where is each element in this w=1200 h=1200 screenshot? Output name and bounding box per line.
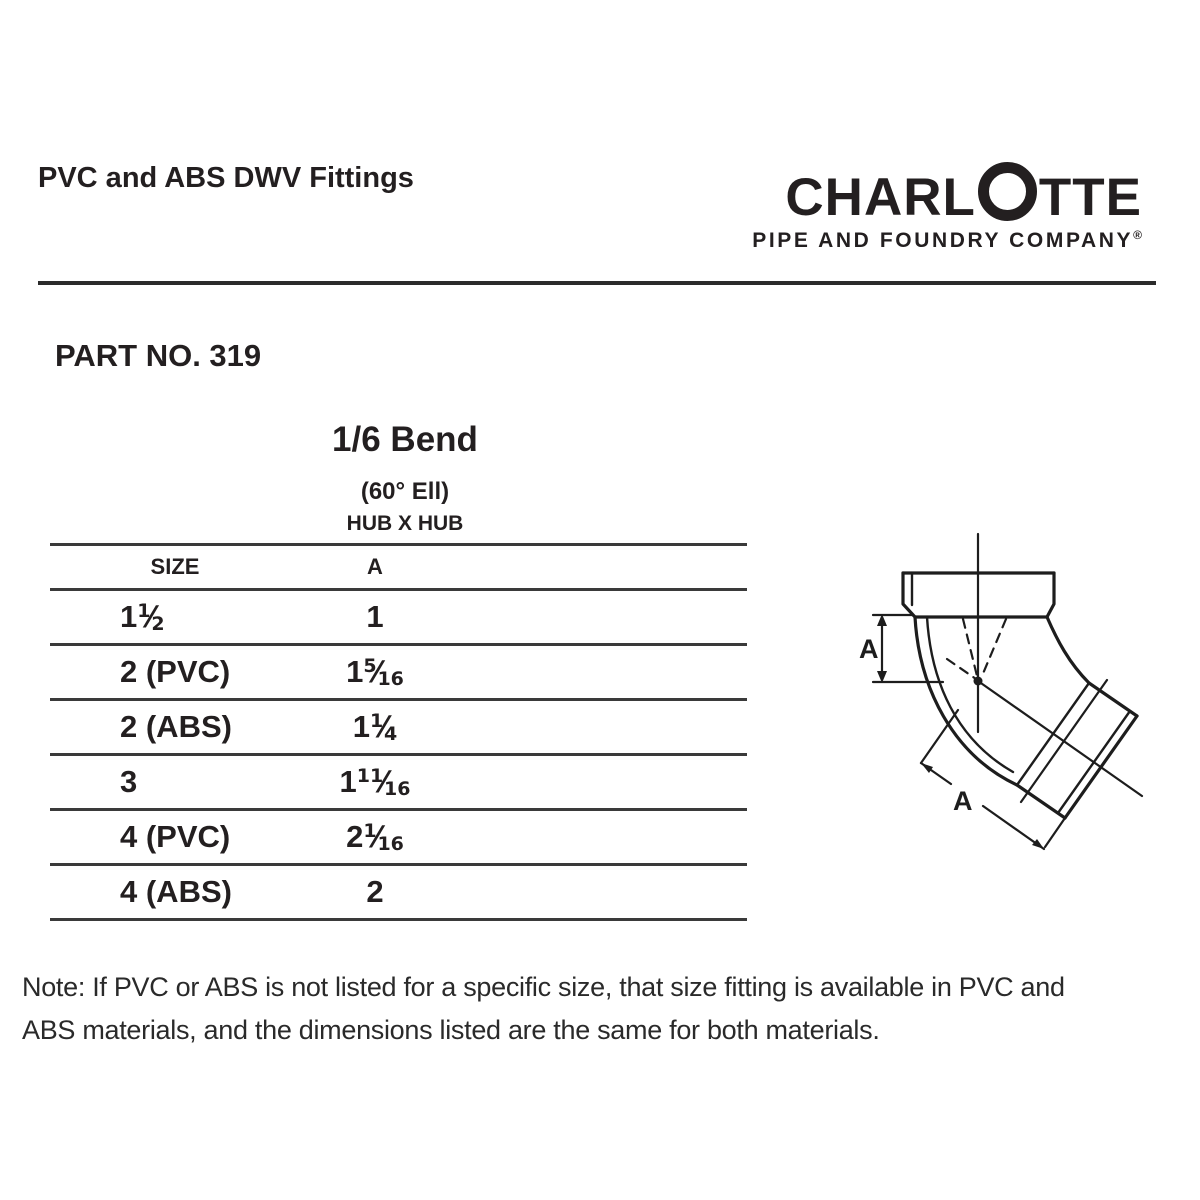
hub-cross-centerline <box>1021 680 1107 802</box>
table-row <box>50 591 747 646</box>
table-header-row <box>50 546 747 591</box>
fitting-drawing <box>855 518 1165 858</box>
center-point <box>974 677 983 686</box>
hub-left-edge <box>903 573 915 617</box>
hub-right-edge <box>1047 573 1054 617</box>
size-cell: 3 <box>120 764 138 799</box>
logo-text-prefix: CHARL <box>785 168 976 227</box>
size-cell: 2 (ABS) <box>120 709 232 744</box>
company-logo <box>682 160 1142 253</box>
a-dimension-cell: $2^1⁄_{16}$ <box>346 819 404 855</box>
a-column-header: A <box>367 554 383 579</box>
dimension-label-a-side: A <box>859 634 879 664</box>
a-dimension-cell: 2 <box>366 874 384 909</box>
logo-text-suffix: TTE <box>1038 168 1142 227</box>
size-cell: $1^1⁄_2$ <box>120 599 165 635</box>
body-right-curve <box>1047 617 1089 683</box>
table-row <box>50 811 747 866</box>
a-dimension-cell: 1 <box>366 599 384 634</box>
logo-letter-o-icon <box>978 162 1037 221</box>
logo-wordmark <box>682 160 1142 227</box>
size-cell: 4 (PVC) <box>120 819 231 854</box>
logo-tagline: PIPE AND FOUNDRY COMPANY® <box>752 228 1142 252</box>
a-dimension-cell: $1^{11}⁄_{16}$ <box>339 764 411 800</box>
table-body <box>50 591 747 918</box>
body-left-inner-curve <box>927 617 1013 772</box>
socket-hidden-line-right <box>982 619 1006 676</box>
table-row <box>50 866 747 918</box>
registered-trademark: ® <box>1133 228 1142 242</box>
dimension-table <box>50 543 747 921</box>
dimension-label-a-bottom: A <box>953 786 973 816</box>
note <box>22 966 1187 1052</box>
dim-arrow-near <box>921 763 933 773</box>
axis-centerline-hidden <box>947 659 976 679</box>
product-heading <box>55 420 755 536</box>
table-row <box>50 756 747 811</box>
size-cell: 2 (PVC) <box>120 654 231 689</box>
product-connection: HUB X HUB <box>346 512 464 535</box>
header-divider <box>38 281 1156 285</box>
size-column-header: SIZE <box>150 554 200 579</box>
note-line-2: ABS materials, and the dimensions listed are the same for both materials. <box>22 1015 880 1045</box>
a-dimension-cell: $1^5⁄_{16}$ <box>346 654 404 690</box>
product-subtitle: (60° Ell) <box>360 478 450 505</box>
page-title: PVC and ABS DWV Fittings <box>38 162 414 194</box>
table-row <box>50 701 747 756</box>
a-dimension-cell: $1^1⁄_4$ <box>352 709 398 745</box>
size-cell: 4 (ABS) <box>120 874 232 909</box>
table-row <box>50 646 747 701</box>
note-line-1: Note: If PVC or ABS is not listed for a specific size, that size fitting is available in PVC and <box>22 972 1065 1002</box>
socket-hidden-line-left <box>963 619 977 676</box>
product-title: 1/6 Bend <box>332 420 478 459</box>
part-number: PART NO. 319 <box>55 338 262 373</box>
dim-ext-mouth <box>1045 818 1065 847</box>
dim-ext-center <box>921 710 958 763</box>
